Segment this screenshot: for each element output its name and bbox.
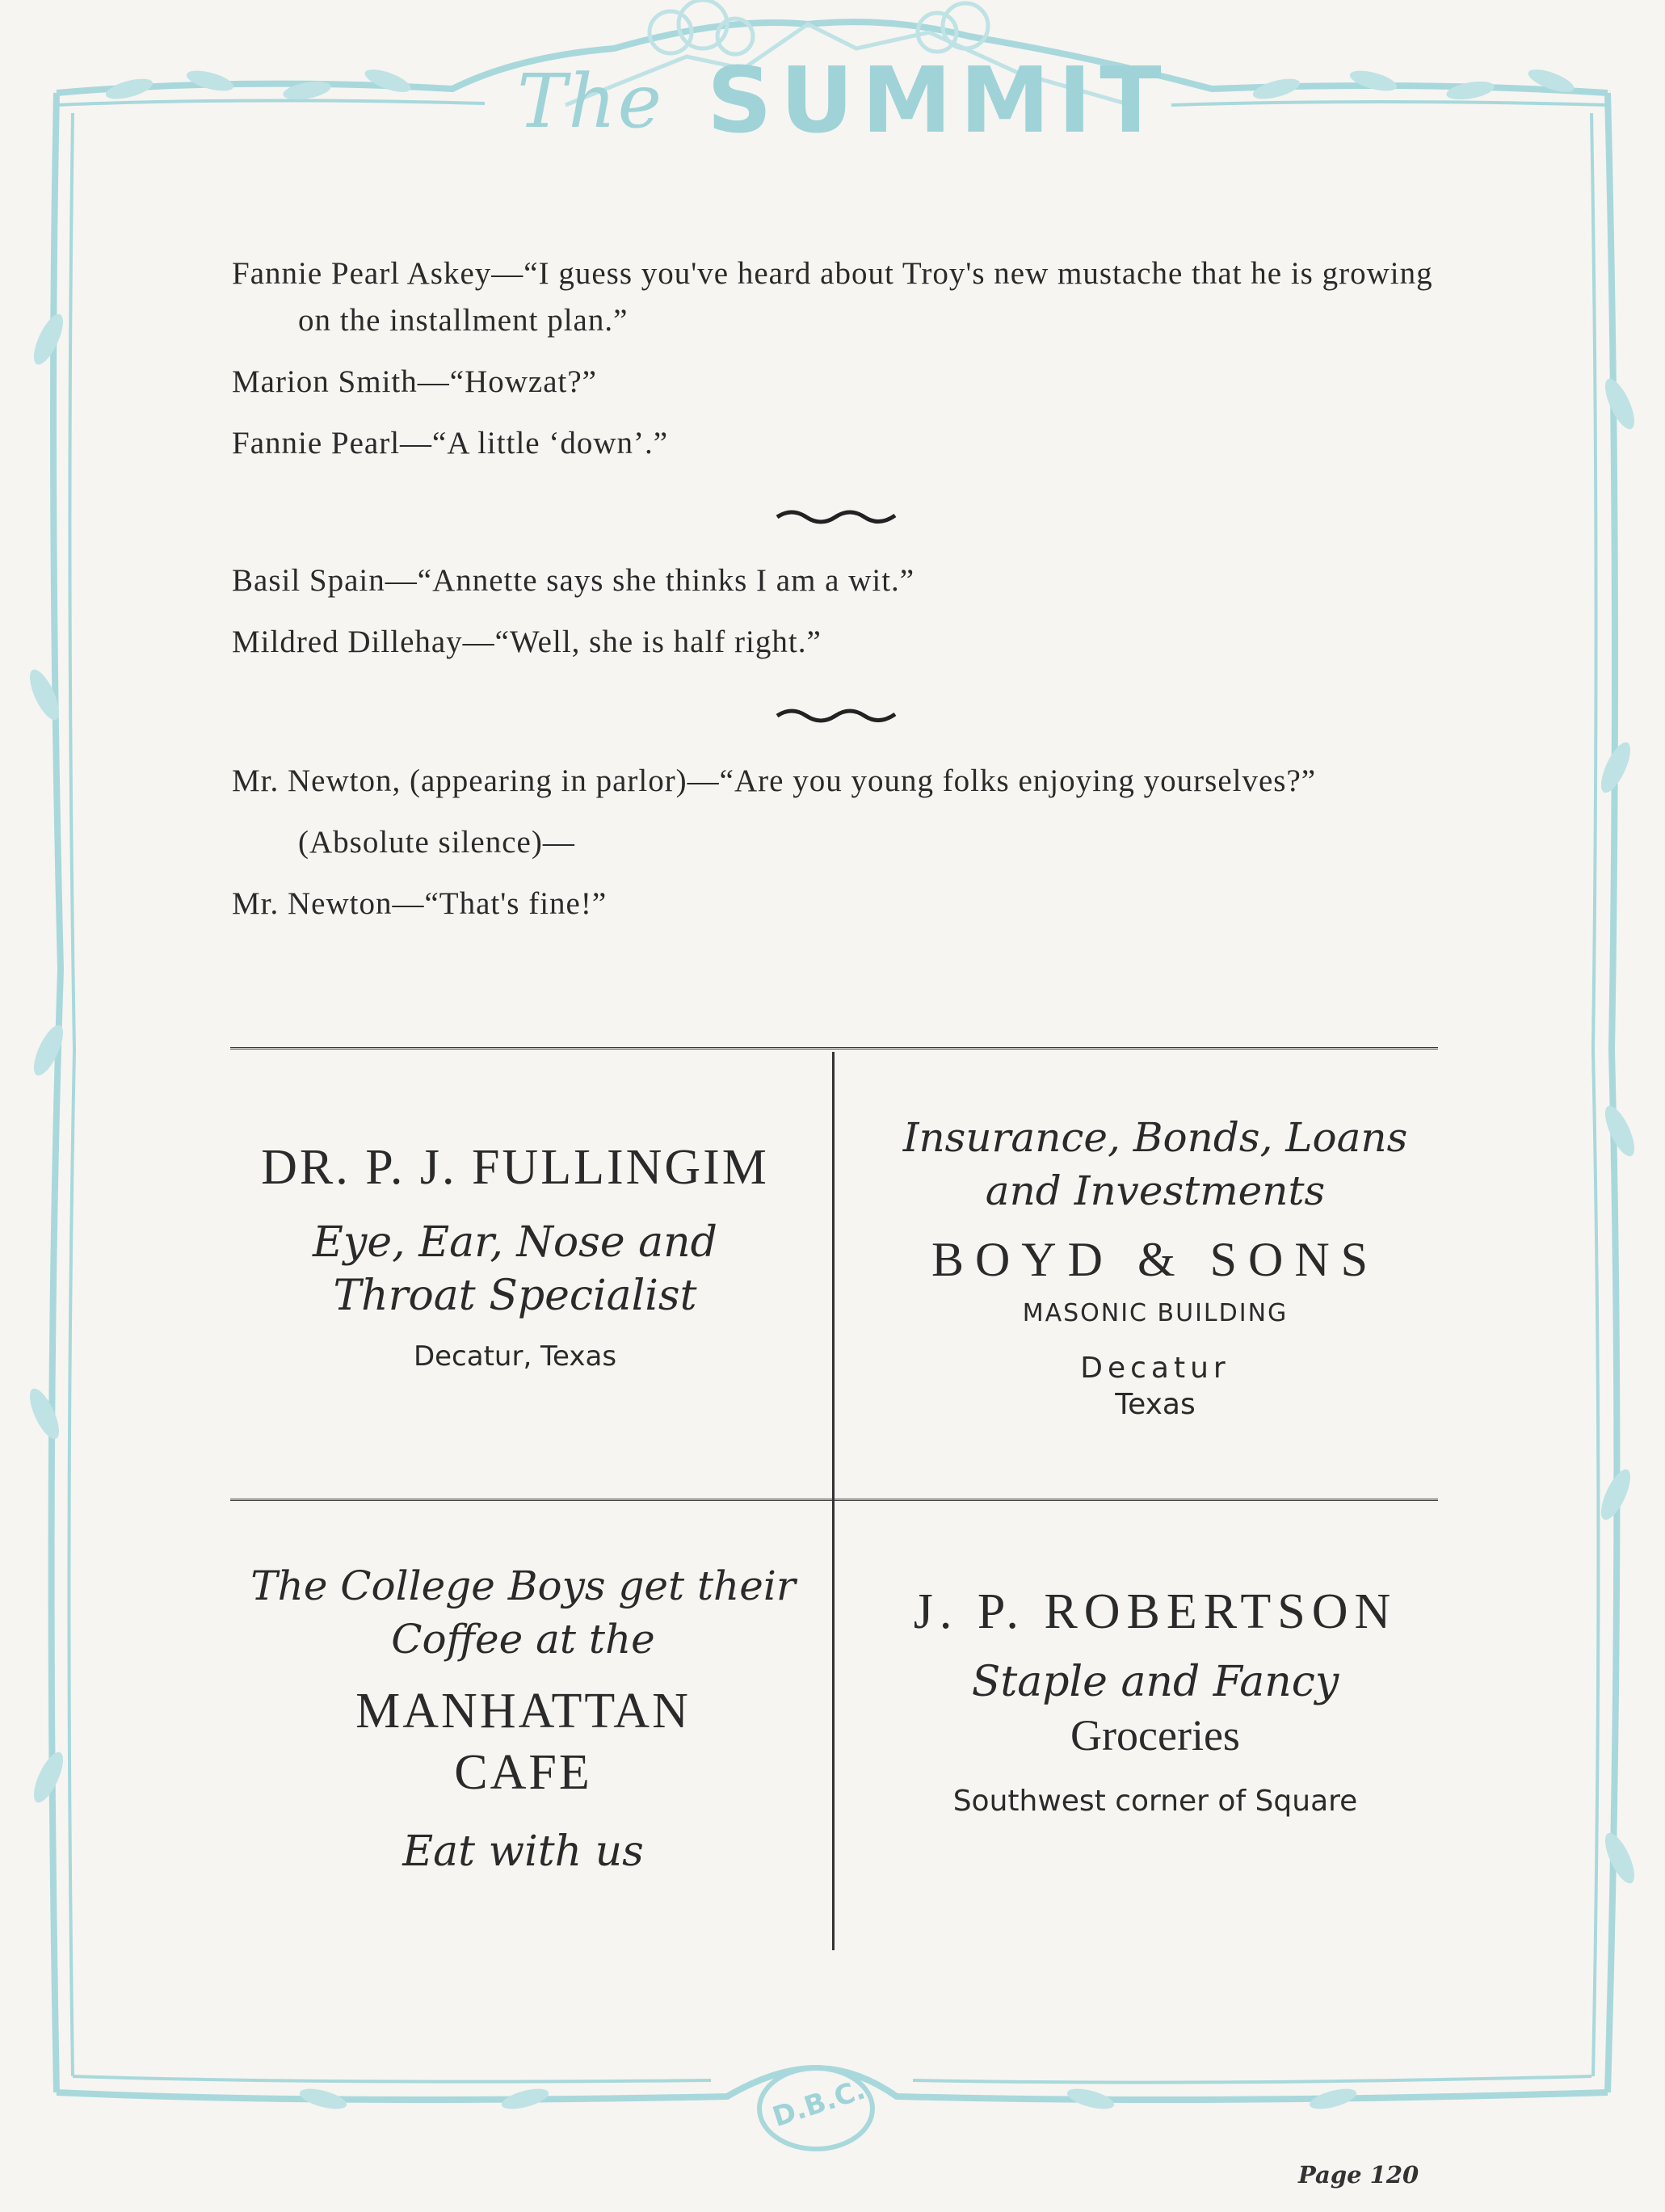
ad-manhattan-name2: CAFE — [454, 1745, 592, 1800]
ad-boyd-city: Decatur — [1080, 1352, 1230, 1385]
ad-fullingim — [230, 1139, 800, 1373]
ad-boyd-state: Texas — [1115, 1388, 1196, 1421]
monogram: D.B.C. — [768, 2073, 869, 2134]
masthead-title: SUMMIT — [707, 48, 1170, 153]
ad-fullingim-line2: Throat Specialist — [333, 1272, 697, 1320]
ad-manhattan-name1: MANHATTAN — [355, 1684, 691, 1739]
squiggle-divider — [776, 506, 897, 525]
joke-1 — [232, 250, 1440, 467]
ad-boyd-line1: Insurance, Bonds, Loans — [902, 1114, 1408, 1161]
ad-manhattan — [230, 1559, 816, 1876]
masthead-the: The — [517, 58, 664, 145]
joke-3 — [232, 758, 1440, 927]
ad-fullingim-name: DR. P. J. FULLINGIM — [261, 1140, 769, 1195]
ad-grid-vertical-rule — [832, 1052, 835, 1950]
ad-boyd-line2: and Investments — [985, 1167, 1326, 1214]
masthead — [501, 48, 1228, 153]
joke-line: Mr. Newton, (appearing in parlor)—“Are you young folks enjoying yourselves?” — [232, 763, 1317, 798]
ad-robertson-name: J. P. ROBERTSON — [913, 1584, 1398, 1639]
joke-line: Mr. Newton—“That's fine!” — [232, 886, 608, 921]
joke-line: (Absolute silence)— — [298, 825, 575, 860]
joke-line: Fannie Pearl—“A little ‘down’.” — [232, 426, 669, 460]
ad-robertson — [840, 1583, 1470, 1818]
ad-boyd-building: MASONIC BUILDING — [1022, 1299, 1289, 1327]
ad-fullingim-line1: Eye, Ear, Nose and — [313, 1218, 717, 1267]
ad-boyd — [840, 1111, 1470, 1421]
ad-manhattan-line2: Coffee at the — [391, 1616, 655, 1663]
ad-manhattan-tagline: Eat with us — [402, 1827, 644, 1876]
ad-fullingim-location: Decatur, Texas — [413, 1340, 617, 1373]
ad-robertson-line1: Staple and Fancy — [971, 1658, 1339, 1706]
ad-manhattan-line1: The College Boys get their — [250, 1562, 796, 1609]
page-number: Page 120 — [1298, 2161, 1419, 2189]
ad-robertson-line2: Groceries — [1070, 1711, 1240, 1760]
joke-2 — [232, 557, 1440, 666]
joke-line: Mildred Dillehay—“Well, she is half right.” — [232, 624, 822, 659]
joke-line: Marion Smith—“Howzat?” — [232, 364, 597, 399]
joke-line: Fannie Pearl Askey—“I guess you've heard about Troy's new mustache that he is growing on the installment plan.” — [232, 256, 1433, 338]
joke-line: Basil Spain—“Annette says she thinks I am a wit.” — [232, 563, 915, 598]
ad-robertson-location: Southwest corner of Square — [952, 1785, 1358, 1818]
squiggle-divider — [776, 704, 897, 724]
ad-boyd-name: BOYD & SONS — [931, 1233, 1380, 1286]
